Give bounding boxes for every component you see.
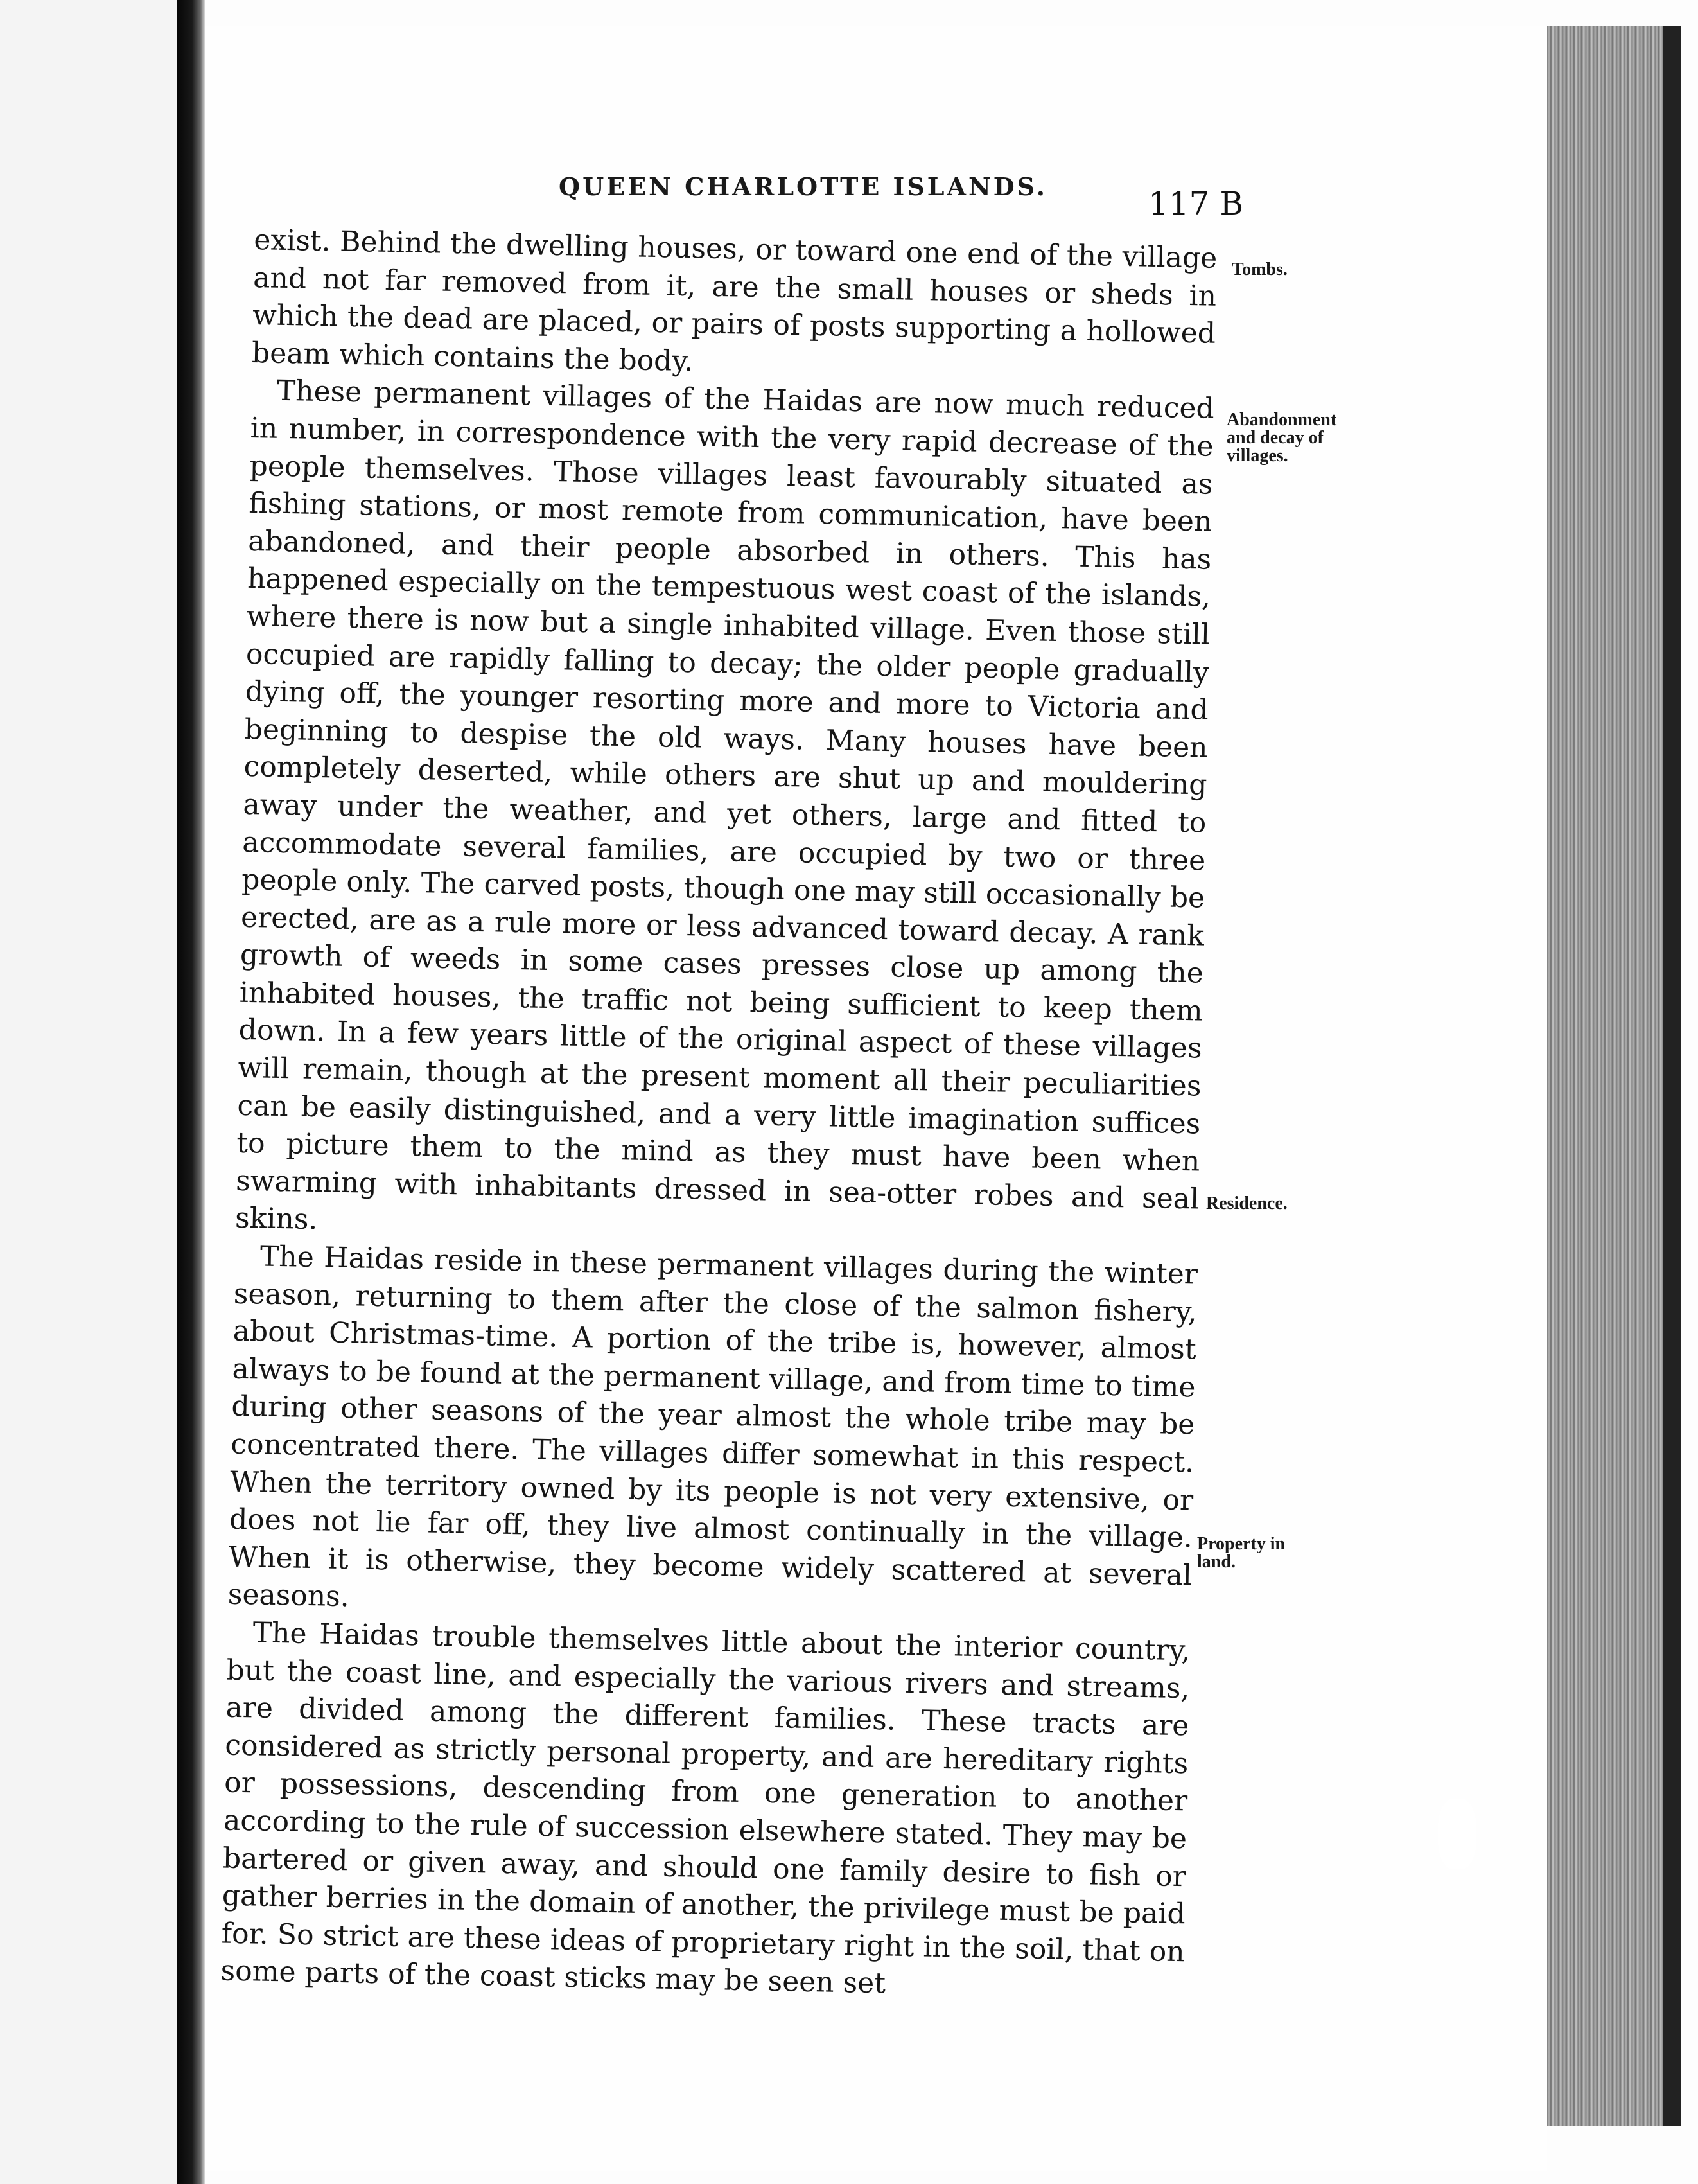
binding-gutter: [177, 0, 205, 2184]
scan-blemish: [1438, 1799, 1476, 1869]
body-text: [220, 222, 1218, 2009]
sidenote-property: Property in land.: [1197, 1534, 1286, 1572]
paragraph-residence: The Haidas reside in these permanent villages during the winter season, returning to them after the close of the salmon fishery, about Christmas-time. A portion of the tribe is, however, almost always to be found at the permanent village, and from time to time during other seasons of the year almost the whole tribe may be concentrated there. The villages differ somewhat in this respect. When the territory owned by its people is not very extensive, or does not lie far off, they live almost continually in the village. When it is otherwise, they become widely scattered at several seasons.: [227, 1240, 1198, 1614]
paragraph-tombs: exist. Behind the dwelling houses, or toward one end of the village and not far removed from it, are the small houses or sheds in which the dead are placed, or pairs of posts supporting a hollowed beam which contains the body.: [251, 223, 1218, 378]
sidenote-abandonment: Abandonment and decay of villages.: [1227, 410, 1337, 466]
facing-page-margin: [0, 0, 177, 2184]
sidenote-tombs: Tombs.: [1232, 260, 1288, 279]
running-head: QUEEN CHARLOTTE ISLANDS.: [559, 172, 1047, 201]
page-edges: [1547, 26, 1679, 2126]
paragraph-property: The Haidas trouble themselves little about the interior country, but the coast line, and especially the various rivers and streams, are divided among the different families. These tracts are considered as strictly personal property, and are hereditary rights or possessions, descending from one generation to another according to the rule of succession elsewhere stated. They may be bartered or given away, and should one family desire to fish or gather berries in the domain of another, the privilege must be paid for. So strict are these ideas of proprietary right in the soil, that on some parts of the coast sticks may be seen set: [220, 1616, 1191, 2000]
paragraph-abandonment: These permanent villages of the Haidas are now much reduced in number, in correspondence with the very rapid decrease of the people themselves. Those villages least favourably situated as fishing stations, or most remote from communication, have been abandoned, and their people absorbed in others. This has happened especially on the tempestuous west coast of the islands, where there is now but a single inhabited village. Even those still occupied are rapidly falling to decay; the older people gradually dying off, the younger resorting more and more to Victoria and beginning to despise the old ways. Many houses have been completely deserted, while others are shut up and mouldering away under the weather, and yet others, large and fitted to accommodate several families, are occupied by two or three people only. The carved posts, though one may still occasionally be erected, are as a rule more or less advanced toward decay. A rank growth of weeds in some cases presses close up among the inhabited houses, the traffic not being sufficient to keep them down. In a few years little of the original aspect of these villages will remain, though at the present moment all their peculiarities can be easily distinguished, and a very little imagination suffices to picture them to the mind as they must have been when swarming with inhabitants dressed in sea-otter robes and seal skins.: [234, 374, 1215, 1237]
sidenote-residence: Residence.: [1206, 1193, 1288, 1213]
page-number: 117 B: [1148, 185, 1244, 222]
cover-edge: [1663, 26, 1681, 2126]
